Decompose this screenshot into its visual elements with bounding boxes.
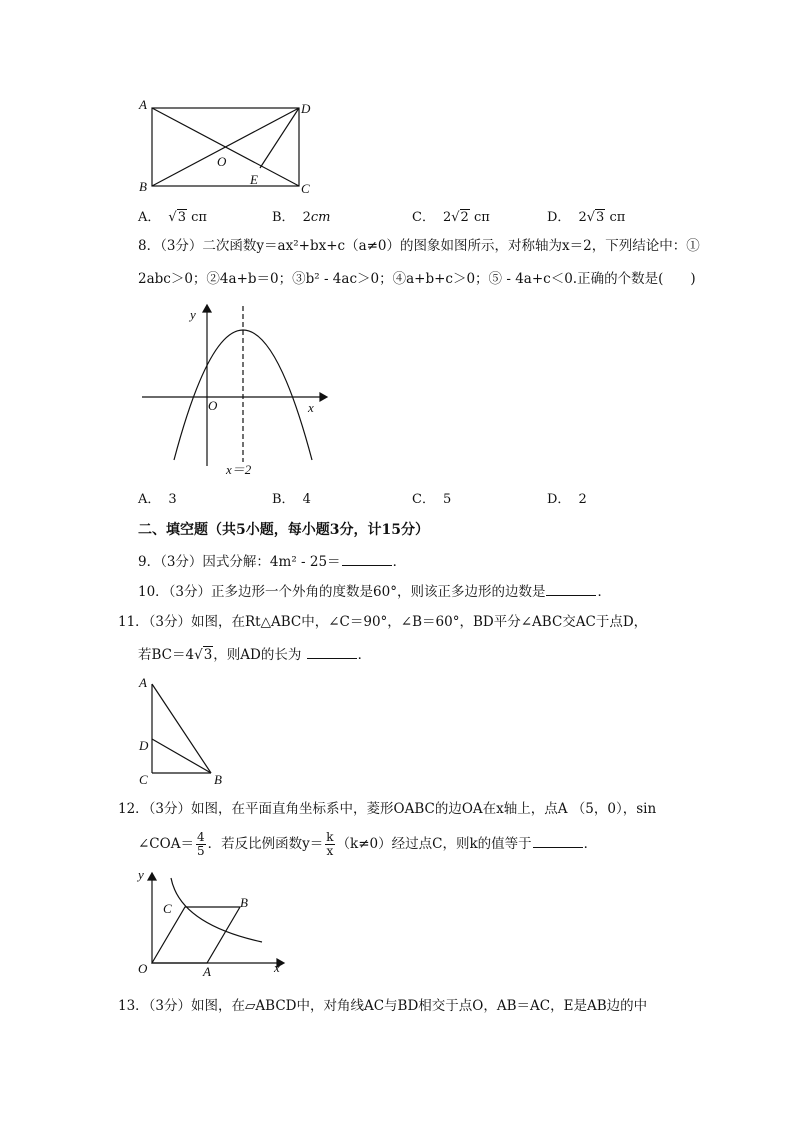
q11-line1: 11．（3分）如图，在Rt△ABC中，∠C＝90°，∠B＝60°，BD平分∠ABC交AC于点D， — [118, 614, 648, 630]
q9-blank[interactable] — [342, 553, 392, 566]
q8-option-b[interactable]: B． 4 — [272, 492, 311, 507]
q12-line1: 12．（3分）如图，在平面直角坐标系中，菱形OABC的边OA在x轴上，点A （5，0），sin — [118, 801, 657, 817]
y-axis-label: y — [190, 307, 196, 322]
q12-line2: ∠COA＝ $\frac{4}{5}$ ．若反比例函数y＝ $\frac{k}{x}$ （k≠0）经过点C，则k的值等于 ． — [138, 830, 598, 858]
label-c: C — [163, 901, 172, 916]
rectangle-figure — [130, 96, 320, 198]
parabola-figure — [138, 302, 338, 478]
label-e: E — [250, 172, 258, 187]
triangle-figure — [130, 672, 240, 790]
fraction-k-x: $\frac{k}{x}$ — [326, 830, 334, 858]
fraction-4-5: $\frac{4}{5}$ — [196, 830, 205, 858]
q10: 10．（3分）正多边形一个外角的度数是60°，则该正多边形的边数是 ． — [138, 584, 611, 600]
q10-blank[interactable] — [546, 583, 596, 596]
rhombus-figure — [132, 868, 292, 980]
label-a: A — [203, 964, 211, 979]
label-b: B — [214, 772, 222, 787]
x-axis-arrow — [320, 393, 327, 401]
q7-options — [138, 206, 678, 226]
label-c: C — [301, 181, 310, 196]
label-b: B — [139, 179, 147, 194]
q8-options — [138, 488, 678, 508]
label-d: D — [301, 101, 311, 116]
x-axis-label: x — [274, 960, 280, 975]
label-b: B — [240, 895, 248, 910]
label-a: A — [139, 97, 147, 112]
y-axis-label: y — [138, 867, 144, 882]
label-a: A — [139, 675, 147, 690]
segment-de — [260, 108, 299, 168]
q8-option-a[interactable]: A． 3 — [138, 492, 177, 507]
q8-option-d[interactable]: D． 2 — [547, 492, 587, 507]
q13-line1: 13．（3分）如图，在▱ABCD中，对角线AC与BD相交于点O，AB＝AC，E是AB边的中 — [118, 998, 648, 1014]
symmetry-label: x＝2 — [226, 462, 252, 477]
q7-option-d[interactable]: D． 2√3 cπ — [547, 210, 626, 225]
label-d: D — [139, 738, 149, 753]
label-o: O — [217, 154, 227, 169]
q11-blank[interactable] — [307, 646, 357, 659]
origin-label: O — [138, 961, 148, 976]
q8-line1: 8．（3分）二次函数y＝ax²+bx+c（a≠0）的图象如图所示，对称轴为x＝2，下列结论中：① — [138, 238, 700, 254]
x-axis-label: x — [308, 400, 314, 415]
q7-option-b[interactable]: B． 2cm — [272, 210, 331, 225]
label-c: C — [139, 772, 148, 787]
q11-line2: 若BC＝4√3，则AD的长为 ． — [138, 647, 372, 663]
origin-label: O — [208, 398, 218, 413]
y-axis-arrow — [148, 873, 156, 880]
hyperbola-curve — [171, 878, 262, 942]
side-ab — [152, 684, 211, 773]
q7-option-a[interactable]: A． √3 cπ — [138, 210, 207, 225]
q7-option-c[interactable]: C． 2√2 cπ — [412, 210, 490, 225]
section-heading: 二、填空题（共5小题，每小题3分，计15分） — [138, 522, 429, 538]
q12-blank[interactable] — [533, 835, 583, 848]
q8-option-c[interactable]: C． 5 — [412, 492, 452, 507]
y-axis-arrow — [203, 305, 211, 312]
q9: 9．（3分）因式分解：4m² - 25＝ ． — [138, 554, 407, 570]
bisector-bd — [152, 739, 211, 773]
q8-line2: 2abc＞0；②4a+b＝0；③b² - 4ac＞0；④a+b+c＞0；⑤ - 4a+c＜0.正确的个数是( ) — [138, 271, 696, 287]
